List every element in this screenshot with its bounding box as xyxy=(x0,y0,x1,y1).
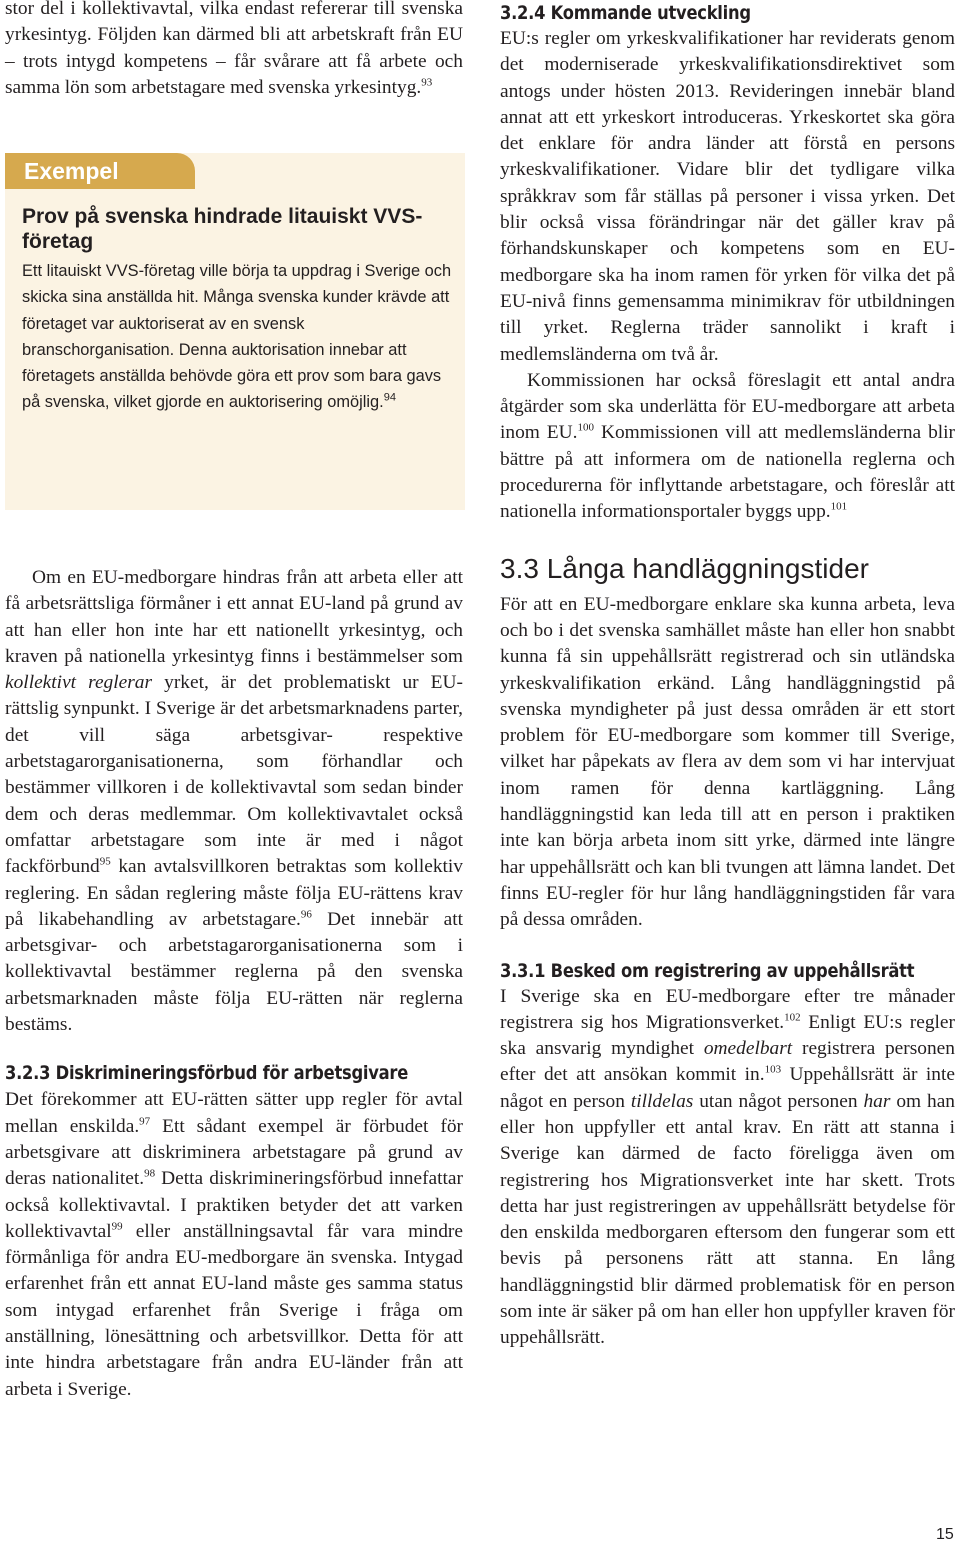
paragraph-text: eller anställningsavtal får vara mindre förmånliga för andra EU-medborgare än svenska. Intygad erfarenhet från ett annat EU-land måste ges samma status som intygad erfarenhet från Sverige i fråga om anställning, lönesättning och arbetsvillkor. Detta för att inte hindra arbetstagare från andra EU-länder från att arbeta i Sverige. xyxy=(5,1220,463,1400)
footnote-ref: 103 xyxy=(764,1063,782,1076)
paragraph-text: Det förekommer att EU-rätten sätter upp regler för avtal mellan enskilda. xyxy=(5,1089,463,1137)
intro-text: stor del i kollektivavtal, vilka endast refererar till svenska yrkesintyg. Följden kan därmed bli att arbetskraft från EU – trots intygd kompetens – får svårare att få arbete och samma lön som arbetstagare med svenska yrkesintyg. xyxy=(5,0,463,98)
paragraph-future-development: EU:s regler om yrkeskvalifikationer har reviderats genom det moderniserade yrkeskvalifikationsdirektivet som antogs under hösten 2013. Revideringen innebär bland annat att ett yrkeskort introduceras. Yrkeskortet ska göra det enklare för andra länder att förstå en persons yrkeskvalifikationer. Vidare blir det tydligare vilka språkkrav som får ställas på personer i vissa yrken. Det blir också vissa förändringar när det gäller krav på förhandskunskaper och kompetens som en EU-medborgare ska ha inom ramen för yrken för vilka det på EU-nivå finns gemensamma minimikrav för utbildningen till yrket. Reglerna träder sannolikt i kraft i medlemsländerna om två år. xyxy=(500,28,955,365)
footnote-ref: 102 xyxy=(784,1011,801,1024)
emphasis-text: omedelbart xyxy=(703,1038,793,1060)
paragraph-commission xyxy=(500,368,955,526)
footnote-ref: 94 xyxy=(383,392,396,405)
paragraph-text: Om en EU-medborgare hindras från att arbeta eller att få arbetsrättsliga förmåner i ett annat EU-land på grund av att han eller hon inte har ett nationellt yrkesintyg, och kraven på nationella yrkesintyg finns i bestämmelser som xyxy=(5,567,463,667)
heading-3-2-4: 3.2.4 Kommande utveckling xyxy=(500,2,751,24)
heading-3-3-1: 3.3.1 Besked om registrering av uppehållsrätt xyxy=(500,959,915,982)
heading-3-2-3: 3.2.3 Diskrimineringsförbud för arbetsgivare xyxy=(5,1062,409,1085)
example-body-text: Ett litauiskt VVS-företag ville börja ta uppdrag i Sverige och skicka sina anställda hit. Många svenska kunder krävde att företaget var auktoriserat av en svensk branschorganisation. Denna auktorisation innebar att företagets anställda behövde göra ett prov som bara gavs på svenska, vilket gjorde en auktorisering omöjlig. xyxy=(22,262,452,412)
paragraph-registration xyxy=(500,984,955,1352)
footnote-ref: 98 xyxy=(144,1167,156,1180)
example-tab-label: Exempel xyxy=(24,158,119,184)
paragraph-text: I Sverige ska en EU-medborgare efter tre månader registrera sig hos Migrationsverket. xyxy=(500,985,955,1033)
footnote-ref: 95 xyxy=(99,855,111,868)
paragraph-text: Detta diskrimineringsförbud innefattar också kollektivavtal. I praktiken betyder det att varken kollektivavtal xyxy=(5,1168,463,1242)
footnote-ref: 101 xyxy=(830,500,848,513)
paragraph-text: Enligt EU:s regler ska ansvarig myndighet xyxy=(500,1011,955,1060)
left-column-lower xyxy=(5,565,463,1403)
footnote-ref: 96 xyxy=(300,908,312,921)
example-title: Prov på svenska hindrade litauiskt VVS-företag xyxy=(22,205,423,253)
paragraph-processing-times: För att en EU-medborgare enklare ska kunna arbeta, leva och bo i det svenska samhället måste han eller hon snabbt kunna få sin uppehållsrätt registrerad och sin utländska yrkeskvalifikation erkänd. Lång handläggningstid på svenska myndigheter på just dessa områden är ett stort problem för EU-medborgare som kommer till Sverige, vilket har påpekats av flera av dem som vi har intervjuat inom ramen för denna kartläggning. Lång handläggningstid kan leda till att en person i praktiken inte kan börja arbeta inom sitt yrke, därmed inte längre har uppehållsrätt och kan bli tvungen att lämna landet. Det finns EU-regler för hur lång handläggningstiden får vara på dessa områden. xyxy=(500,593,955,931)
right-column xyxy=(500,0,955,1352)
emphasis-text: tilldelas xyxy=(630,1090,694,1112)
paragraph-discrimination xyxy=(5,1087,463,1403)
paragraph-text: Kommissionen vill att medlemsländerna blir bättre på att informera om de nationella reglerna och procedurerna för inflyttande arbetstagare, och föreslår att nationella informationsportaler byggs upp. xyxy=(500,422,955,523)
paragraph-text: Ett sådant exempel är förbudet för arbetsgivare att diskriminera arbetstagare på grund av deras nationalitet. xyxy=(5,1115,463,1190)
paragraph-collective-regulation xyxy=(5,565,463,1038)
footnote-ref: 100 xyxy=(577,421,594,434)
paragraph-text: registrera personen efter det att ansökan kommit in. xyxy=(500,1038,955,1086)
paragraph-text: yrket, är det problematiskt ur EU-rättslig synpunkt. I Sverige är det arbetsmarknadens parter, det vill säga arbetsgivar- respektive arbetstagarorganisationerna, som förhandlar och bestämmer villkoren i de kollektivavtal som sedan binder dem och deras medlemmar. Om kollektivavtalet också omfattar arbetstagare som inte är med i något fackförbund xyxy=(5,672,463,878)
page-number: 15 xyxy=(936,1526,954,1543)
footnote-ref: 99 xyxy=(111,1220,123,1233)
paragraph-text: kan avtalsvillkoren betraktas som kollektiv reglering. En sådan reglering måste följa EU-rättens krav på likabehandling av arbetstagare. xyxy=(5,856,464,930)
footnote-ref: 97 xyxy=(139,1115,151,1128)
footnote-ref: 93 xyxy=(421,76,433,89)
paragraph-text: utan något personen xyxy=(699,1090,858,1112)
emphasis-text: har xyxy=(863,1090,891,1112)
paragraph-text: Uppehållsrätt är inte något en person xyxy=(500,1064,955,1112)
heading-3-3: 3.3 Långa handläggningstider xyxy=(500,552,869,584)
left-column xyxy=(5,0,463,101)
paragraph-text: om han eller hon uppfyller ett antal krav. En rätt att stanna i Sverige kan därmed de facto föreligga även om registrering hos Migrationsverket inte har skett. Trots detta har just registreringen av uppehållsrätt betydelse för den enskilda medborgaren eftersom den fungerar som ett bevis på personens rätt att stanna. En lång handläggningstid blir därmed problematisk för en person som inte är säker på om han eller hon uppfyller kraven för uppehållsrätt. xyxy=(500,1090,955,1349)
paragraph-text: Kommissionen har också föreslagit ett antal andra åtgärder som ska underlätta för EU-medborgare att arbeta inom EU. xyxy=(500,369,955,444)
example-body xyxy=(22,258,452,416)
emphasis-text: kollektivt reglerar xyxy=(5,672,153,694)
paragraph-text: Det innebär att arbetsgivar- och arbetstagarorganisationerna som i kollektivavtal bestämmer reglerna på den svenska arbetsmarknaden måste följa EU-rätten när reglerna bestäms. xyxy=(5,908,463,1036)
intro-paragraph xyxy=(5,0,463,101)
